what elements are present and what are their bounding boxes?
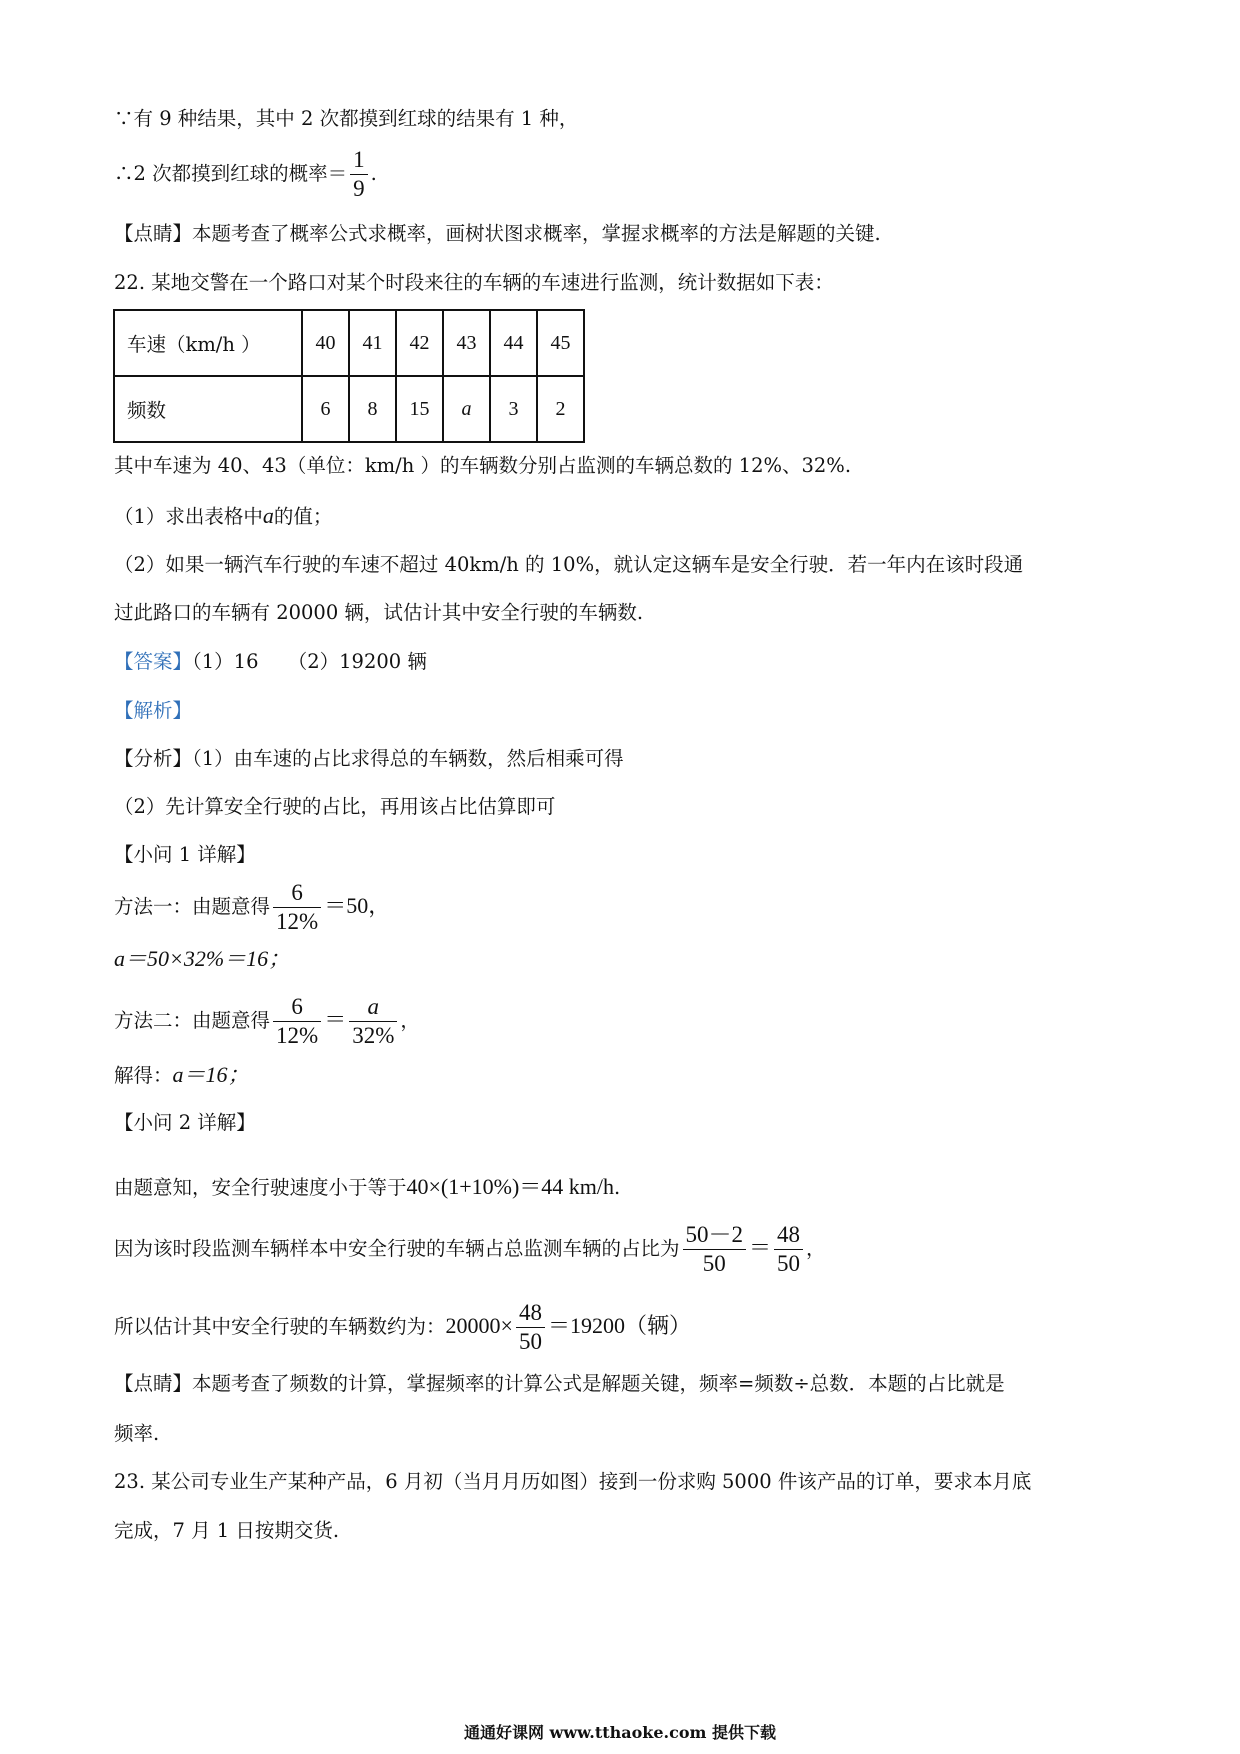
text-line: 其中车速为 40、43（单位：km/h ）的车辆数分别占监测的车辆总数的 12%、32%. (114, 454, 852, 477)
table-cell: 41 (349, 310, 396, 376)
answer-tag: 【答案】 (114, 650, 193, 673)
question-22: 22. 某地交警在一个路口对某个时段来往的车辆的车速进行监测，统计数据如下表： (114, 271, 834, 294)
table-cell: 45 (537, 310, 584, 376)
table-row (114, 376, 584, 442)
question-23: 23. 某公司专业生产某种产品，6 月初（当月月历如图）接到一份求购 5000 件该产品的订单，要求本月底 (114, 1470, 1032, 1493)
fraction: $\frac{50-2}{50}$ (683, 1221, 747, 1278)
table-cell: 8 (349, 376, 396, 442)
analysis-line: （2）先计算安全行驶的占比，再用该占比估算即可 (114, 795, 556, 818)
table-cell: 2 (537, 376, 584, 442)
table-header-cell: 车速（km/h ） (114, 310, 302, 376)
sub-question-2: （2）如果一辆汽车行驶的车速不超过 40km/h 的 10%，就认定这辆车是安全行驶．若一年内在该时段通 (114, 553, 1024, 576)
page-footer: 通通好课网 www.tthaoke.com 提供下载 (463, 1723, 777, 1742)
detail-heading: 【小问 2 详解】 (114, 1111, 256, 1134)
analysis-line: 【分析】（1）由车速的占比求得总的车辆数，然后相乘可得 (114, 747, 624, 770)
sub-question-2-cont: 过此路口的车辆有 20000 辆，试估计其中安全行驶的车辆数. (114, 601, 644, 624)
fraction: $\frac{6}{12\%}$ (273, 879, 321, 936)
fraction: $\frac{6}{12\%}$ (273, 993, 321, 1050)
solve-line: 解得：a＝16； (114, 1062, 250, 1087)
table-cell: 6 (302, 376, 349, 442)
dianjing-note: 【点睛】本题考查了概率公式求概率，画树状图求概率，掌握求概率的方法是解题的关键. (114, 222, 881, 245)
table-header-cell: 频数 (114, 376, 302, 442)
method-two-line: 方法二：由题意得 $\frac{6}{12\%}$ ＝ $\frac{a}{32\%}$ ， (114, 994, 420, 1048)
detail-heading: 【小问 1 详解】 (114, 843, 256, 866)
table-cell: a (443, 376, 490, 442)
table-cell: 15 (396, 376, 443, 442)
speed-frequency-table (113, 309, 585, 443)
estimate-line: 所以估计其中安全行驶的车辆数约为：20000× $\frac{48}{50}$ ＝19200（辆） (114, 1300, 691, 1354)
dianjing-note-cont: 频率. (114, 1422, 160, 1445)
text-line: ∵有 9 种结果，其中 2 次都摸到红球的结果有 1 种， (114, 107, 579, 130)
probability-line: ∴2 次都摸到红球的概率＝ $\frac{1}{9}$ . (114, 147, 377, 201)
question-23-cont: 完成，7 月 1 日按期交货. (114, 1519, 340, 1542)
analysis-tag: 【解析】 (114, 699, 193, 722)
table-cell: 3 (490, 376, 537, 442)
method-one-line: 方法一：由题意得 $\frac{6}{12\%}$ ＝50， (114, 880, 391, 934)
fraction: $\frac{48}{50}$ (516, 1299, 545, 1356)
table-cell: 43 (443, 310, 490, 376)
ratio-line: 因为该时段监测车辆样本中安全行驶的车辆占总监测车辆的占比为 $\frac{50-2}{50}$ ＝ $\frac{48}{50}$ ， (114, 1222, 826, 1276)
table-row (114, 310, 584, 376)
answer-line: 【答案】（1）16 （2）19200 辆 (114, 650, 427, 673)
fraction: $\frac{1}{9}$ (350, 146, 368, 203)
equation-line: a＝50×32%＝16； (114, 946, 291, 971)
fraction: $\frac{a}{32\%}$ (349, 993, 397, 1050)
dianjing-note: 【点睛】本题考查了频数的计算，掌握频率的计算公式是解题关键，频率=频数÷总数．本题的占比就是 (114, 1372, 1005, 1395)
sub-question-1: （1）求出表格中a的值； (114, 503, 333, 528)
table-cell: 42 (396, 310, 443, 376)
table-cell: 44 (490, 310, 537, 376)
table-cell: 40 (302, 310, 349, 376)
detail-line: 由题意知，安全行驶速度小于等于40×(1+10%)＝44 km/h. (114, 1174, 621, 1199)
fraction: $\frac{48}{50}$ (774, 1221, 803, 1278)
